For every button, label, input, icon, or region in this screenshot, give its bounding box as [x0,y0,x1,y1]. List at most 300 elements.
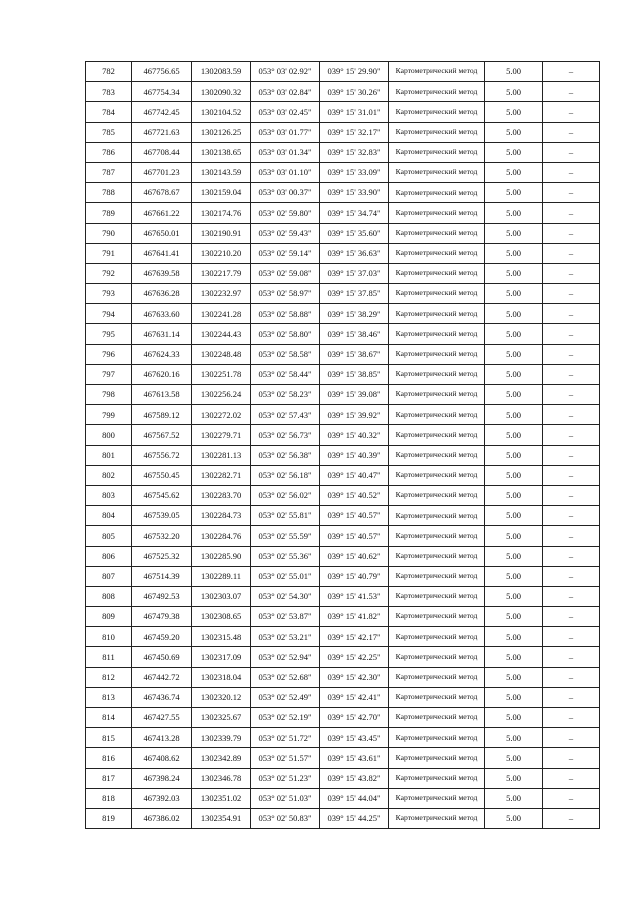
table-row [86,243,600,263]
method-cell: Картометрический метод [389,364,485,384]
method-cell: Картометрический метод [389,586,485,606]
latitude-cell: 053° 02' 55.81" [251,506,320,526]
x-coordinate-cell: 467661.22 [132,203,192,223]
point-number-cell: 788 [86,183,132,203]
method-cell: Картометрический метод [389,728,485,748]
longitude-cell: 039° 15' 38.29" [320,304,389,324]
point-number-cell: 813 [86,687,132,707]
y-coordinate-cell: 1302232.97 [192,284,251,304]
y-coordinate-cell: 1302190.91 [192,223,251,243]
latitude-cell: 053° 03' 02.92" [251,62,320,82]
y-coordinate-cell: 1302303.07 [192,586,251,606]
method-cell: Картометрический метод [389,284,485,304]
table-row [86,344,600,364]
x-coordinate-cell: 467633.60 [132,304,192,324]
longitude-cell: 039° 15' 33.90" [320,183,389,203]
y-coordinate-cell: 1302217.79 [192,263,251,283]
method-cell: Картометрический метод [389,808,485,828]
x-coordinate-cell: 467532.20 [132,526,192,546]
x-coordinate-cell: 467754.34 [132,82,192,102]
y-coordinate-cell: 1302317.09 [192,647,251,667]
latitude-cell: 053° 02' 59.14" [251,243,320,263]
latitude-cell: 053° 02' 59.80" [251,203,320,223]
description-cell: – [543,485,600,505]
precision-cell: 5.00 [485,586,543,606]
x-coordinate-cell: 467708.44 [132,142,192,162]
precision-cell: 5.00 [485,566,543,586]
x-coordinate-cell: 467386.02 [132,808,192,828]
longitude-cell: 039° 15' 42.70" [320,708,389,728]
longitude-cell: 039° 15' 40.79" [320,566,389,586]
description-cell: – [543,364,600,384]
latitude-cell: 053° 02' 58.97" [251,284,320,304]
point-number-cell: 795 [86,324,132,344]
precision-cell: 5.00 [485,667,543,687]
longitude-cell: 039° 15' 39.92" [320,405,389,425]
description-cell: – [543,708,600,728]
x-coordinate-cell: 467514.39 [132,566,192,586]
latitude-cell: 053° 02' 58.23" [251,385,320,405]
method-cell: Картометрический метод [389,566,485,586]
description-cell: – [543,405,600,425]
point-number-cell: 807 [86,566,132,586]
x-coordinate-cell: 467721.63 [132,122,192,142]
method-cell: Картометрический метод [389,102,485,122]
precision-cell: 5.00 [485,142,543,162]
point-number-cell: 791 [86,243,132,263]
table-row [86,405,600,425]
table-row [86,445,600,465]
x-coordinate-cell: 467436.74 [132,687,192,707]
description-cell: – [543,243,600,263]
latitude-cell: 053° 02' 57.43" [251,405,320,425]
method-cell: Картометрический метод [389,526,485,546]
y-coordinate-cell: 1302325.67 [192,708,251,728]
longitude-cell: 039° 15' 42.25" [320,647,389,667]
point-number-cell: 818 [86,788,132,808]
table-row [86,506,600,526]
method-cell: Картометрический метод [389,485,485,505]
method-cell: Картометрический метод [389,506,485,526]
longitude-cell: 039° 15' 38.46" [320,324,389,344]
longitude-cell: 039° 15' 32.17" [320,122,389,142]
y-coordinate-cell: 1302284.76 [192,526,251,546]
x-coordinate-cell: 467589.12 [132,405,192,425]
y-coordinate-cell: 1302284.73 [192,506,251,526]
table-row [86,62,600,82]
description-cell: – [543,223,600,243]
precision-cell: 5.00 [485,405,543,425]
y-coordinate-cell: 1302282.71 [192,465,251,485]
method-cell: Картометрический метод [389,162,485,182]
x-coordinate-cell: 467479.38 [132,607,192,627]
table-row [86,284,600,304]
longitude-cell: 039° 15' 40.62" [320,546,389,566]
method-cell: Картометрический метод [389,546,485,566]
description-cell: – [543,162,600,182]
description-cell: – [543,687,600,707]
y-coordinate-cell: 1302308.65 [192,607,251,627]
x-coordinate-cell: 467398.24 [132,768,192,788]
latitude-cell: 053° 02' 58.58" [251,344,320,364]
description-cell: – [543,263,600,283]
y-coordinate-cell: 1302320.12 [192,687,251,707]
latitude-cell: 053° 02' 59.08" [251,263,320,283]
point-number-cell: 808 [86,586,132,606]
x-coordinate-cell: 467636.28 [132,284,192,304]
longitude-cell: 039° 15' 32.83" [320,142,389,162]
point-number-cell: 783 [86,82,132,102]
point-number-cell: 812 [86,667,132,687]
description-cell: – [543,465,600,485]
precision-cell: 5.00 [485,62,543,82]
method-cell: Картометрический метод [389,788,485,808]
description-cell: – [543,203,600,223]
precision-cell: 5.00 [485,183,543,203]
point-number-cell: 811 [86,647,132,667]
table-row [86,263,600,283]
point-number-cell: 796 [86,344,132,364]
description-cell: – [543,102,600,122]
method-cell: Картометрический метод [389,62,485,82]
latitude-cell: 053° 02' 52.19" [251,708,320,728]
precision-cell: 5.00 [485,263,543,283]
precision-cell: 5.00 [485,788,543,808]
table-row [86,82,600,102]
point-number-cell: 810 [86,627,132,647]
precision-cell: 5.00 [485,708,543,728]
y-coordinate-cell: 1302138.65 [192,142,251,162]
precision-cell: 5.00 [485,223,543,243]
precision-cell: 5.00 [485,485,543,505]
precision-cell: 5.00 [485,82,543,102]
table-row [86,465,600,485]
description-cell: – [543,808,600,828]
description-cell: – [543,425,600,445]
longitude-cell: 039° 15' 37.85" [320,284,389,304]
latitude-cell: 053° 02' 55.01" [251,566,320,586]
method-cell: Картометрический метод [389,243,485,263]
precision-cell: 5.00 [485,122,543,142]
table-row [86,566,600,586]
precision-cell: 5.00 [485,627,543,647]
description-cell: – [543,385,600,405]
precision-cell: 5.00 [485,102,543,122]
y-coordinate-cell: 1302342.89 [192,748,251,768]
y-coordinate-cell: 1302346.78 [192,768,251,788]
longitude-cell: 039° 15' 44.25" [320,808,389,828]
longitude-cell: 039° 15' 40.47" [320,465,389,485]
x-coordinate-cell: 467701.23 [132,162,192,182]
description-cell: – [543,526,600,546]
description-cell: – [543,344,600,364]
latitude-cell: 053° 02' 55.59" [251,526,320,546]
y-coordinate-cell: 1302248.48 [192,344,251,364]
y-coordinate-cell: 1302126.25 [192,122,251,142]
point-number-cell: 793 [86,284,132,304]
longitude-cell: 039° 15' 41.82" [320,607,389,627]
point-number-cell: 798 [86,385,132,405]
table-row [86,667,600,687]
point-number-cell: 817 [86,768,132,788]
latitude-cell: 053° 02' 54.30" [251,586,320,606]
latitude-cell: 053° 02' 55.36" [251,546,320,566]
table-row [86,385,600,405]
description-cell: – [543,728,600,748]
point-number-cell: 803 [86,485,132,505]
longitude-cell: 039° 15' 40.57" [320,526,389,546]
latitude-cell: 053° 02' 59.43" [251,223,320,243]
description-cell: – [543,768,600,788]
method-cell: Картометрический метод [389,405,485,425]
method-cell: Картометрический метод [389,183,485,203]
precision-cell: 5.00 [485,203,543,223]
latitude-cell: 053° 02' 50.83" [251,808,320,828]
longitude-cell: 039° 15' 40.32" [320,425,389,445]
coordinates-table-body [86,62,600,829]
y-coordinate-cell: 1302251.78 [192,364,251,384]
table-row [86,485,600,505]
point-number-cell: 804 [86,506,132,526]
table-row [86,304,600,324]
description-cell: – [543,607,600,627]
x-coordinate-cell: 467413.28 [132,728,192,748]
description-cell: – [543,304,600,324]
method-cell: Картометрический метод [389,425,485,445]
table-row [86,788,600,808]
method-cell: Картометрический метод [389,748,485,768]
method-cell: Картометрический метод [389,263,485,283]
point-number-cell: 785 [86,122,132,142]
precision-cell: 5.00 [485,808,543,828]
precision-cell: 5.00 [485,344,543,364]
latitude-cell: 053° 03' 01.10" [251,162,320,182]
description-cell: – [543,586,600,606]
y-coordinate-cell: 1302354.91 [192,808,251,828]
y-coordinate-cell: 1302272.02 [192,405,251,425]
longitude-cell: 039° 15' 38.85" [320,364,389,384]
point-number-cell: 797 [86,364,132,384]
precision-cell: 5.00 [485,304,543,324]
longitude-cell: 039° 15' 35.60" [320,223,389,243]
latitude-cell: 053° 02' 52.49" [251,687,320,707]
precision-cell: 5.00 [485,243,543,263]
description-cell: – [543,506,600,526]
method-cell: Картометрический метод [389,445,485,465]
latitude-cell: 053° 02' 52.94" [251,647,320,667]
y-coordinate-cell: 1302241.28 [192,304,251,324]
longitude-cell: 039° 15' 43.61" [320,748,389,768]
method-cell: Картометрический метод [389,647,485,667]
point-number-cell: 786 [86,142,132,162]
y-coordinate-cell: 1302351.02 [192,788,251,808]
description-cell: – [543,82,600,102]
longitude-cell: 039° 15' 36.63" [320,243,389,263]
longitude-cell: 039° 15' 42.30" [320,667,389,687]
x-coordinate-cell: 467550.45 [132,465,192,485]
latitude-cell: 053° 02' 56.18" [251,465,320,485]
method-cell: Картометрический метод [389,122,485,142]
description-cell: – [543,647,600,667]
method-cell: Картометрический метод [389,82,485,102]
point-number-cell: 782 [86,62,132,82]
precision-cell: 5.00 [485,546,543,566]
description-cell: – [543,788,600,808]
y-coordinate-cell: 1302244.43 [192,324,251,344]
precision-cell: 5.00 [485,162,543,182]
longitude-cell: 039° 15' 41.53" [320,586,389,606]
longitude-cell: 039° 15' 31.01" [320,102,389,122]
description-cell: – [543,546,600,566]
x-coordinate-cell: 467678.67 [132,183,192,203]
method-cell: Картометрический метод [389,142,485,162]
table-row [86,183,600,203]
longitude-cell: 039° 15' 38.67" [320,344,389,364]
method-cell: Картометрический метод [389,627,485,647]
y-coordinate-cell: 1302143.59 [192,162,251,182]
x-coordinate-cell: 467492.53 [132,586,192,606]
method-cell: Картометрический метод [389,324,485,344]
longitude-cell: 039° 15' 40.57" [320,506,389,526]
table-row [86,708,600,728]
precision-cell: 5.00 [485,647,543,667]
description-cell: – [543,566,600,586]
precision-cell: 5.00 [485,526,543,546]
description-cell: – [543,627,600,647]
method-cell: Картометрический метод [389,344,485,364]
point-number-cell: 819 [86,808,132,828]
longitude-cell: 039° 15' 30.26" [320,82,389,102]
method-cell: Картометрический метод [389,667,485,687]
point-number-cell: 805 [86,526,132,546]
latitude-cell: 053° 02' 53.21" [251,627,320,647]
point-number-cell: 794 [86,304,132,324]
description-cell: – [543,142,600,162]
point-number-cell: 814 [86,708,132,728]
table-row [86,122,600,142]
precision-cell: 5.00 [485,425,543,445]
x-coordinate-cell: 467392.03 [132,788,192,808]
y-coordinate-cell: 1302159.04 [192,183,251,203]
point-number-cell: 801 [86,445,132,465]
table-row [86,324,600,344]
coordinates-table [85,61,600,829]
latitude-cell: 053° 02' 56.38" [251,445,320,465]
x-coordinate-cell: 467525.32 [132,546,192,566]
method-cell: Картометрический метод [389,687,485,707]
y-coordinate-cell: 1302285.90 [192,546,251,566]
table-row [86,142,600,162]
precision-cell: 5.00 [485,748,543,768]
point-number-cell: 784 [86,102,132,122]
longitude-cell: 039° 15' 29.90" [320,62,389,82]
latitude-cell: 053° 03' 01.34" [251,142,320,162]
precision-cell: 5.00 [485,385,543,405]
x-coordinate-cell: 467567.52 [132,425,192,445]
latitude-cell: 053° 02' 51.03" [251,788,320,808]
y-coordinate-cell: 1302281.13 [192,445,251,465]
latitude-cell: 053° 03' 01.77" [251,122,320,142]
latitude-cell: 053° 02' 58.88" [251,304,320,324]
description-cell: – [543,183,600,203]
table-row [86,425,600,445]
description-cell: – [543,324,600,344]
point-number-cell: 815 [86,728,132,748]
precision-cell: 5.00 [485,687,543,707]
longitude-cell: 039° 15' 42.41" [320,687,389,707]
method-cell: Картометрический метод [389,768,485,788]
y-coordinate-cell: 1302210.20 [192,243,251,263]
x-coordinate-cell: 467742.45 [132,102,192,122]
point-number-cell: 787 [86,162,132,182]
longitude-cell: 039° 15' 39.08" [320,385,389,405]
x-coordinate-cell: 467556.72 [132,445,192,465]
method-cell: Картометрический метод [389,708,485,728]
table-row [86,364,600,384]
latitude-cell: 053° 02' 53.87" [251,607,320,627]
longitude-cell: 039° 15' 42.17" [320,627,389,647]
table-row [86,223,600,243]
latitude-cell: 053° 02' 51.72" [251,728,320,748]
longitude-cell: 039° 15' 43.82" [320,768,389,788]
description-cell: – [543,667,600,687]
description-cell: – [543,748,600,768]
x-coordinate-cell: 467624.33 [132,344,192,364]
table-row [86,607,600,627]
description-cell: – [543,62,600,82]
x-coordinate-cell: 467459.20 [132,627,192,647]
precision-cell: 5.00 [485,728,543,748]
method-cell: Картометрический метод [389,203,485,223]
precision-cell: 5.00 [485,506,543,526]
x-coordinate-cell: 467450.69 [132,647,192,667]
longitude-cell: 039° 15' 40.52" [320,485,389,505]
point-number-cell: 789 [86,203,132,223]
latitude-cell: 053° 02' 58.80" [251,324,320,344]
point-number-cell: 802 [86,465,132,485]
description-cell: – [543,284,600,304]
precision-cell: 5.00 [485,445,543,465]
description-cell: – [543,122,600,142]
description-cell: – [543,445,600,465]
table-row [86,102,600,122]
latitude-cell: 053° 03' 02.84" [251,82,320,102]
x-coordinate-cell: 467427.55 [132,708,192,728]
precision-cell: 5.00 [485,284,543,304]
longitude-cell: 039° 15' 40.39" [320,445,389,465]
latitude-cell: 053° 03' 00.37" [251,183,320,203]
longitude-cell: 039° 15' 44.04" [320,788,389,808]
precision-cell: 5.00 [485,465,543,485]
method-cell: Картометрический метод [389,304,485,324]
method-cell: Картометрический метод [389,385,485,405]
x-coordinate-cell: 467408.62 [132,748,192,768]
table-row [86,647,600,667]
y-coordinate-cell: 1302090.32 [192,82,251,102]
table-row [86,808,600,828]
point-number-cell: 800 [86,425,132,445]
y-coordinate-cell: 1302104.52 [192,102,251,122]
precision-cell: 5.00 [485,768,543,788]
point-number-cell: 816 [86,748,132,768]
x-coordinate-cell: 467539.05 [132,506,192,526]
x-coordinate-cell: 467631.14 [132,324,192,344]
method-cell: Картометрический метод [389,223,485,243]
latitude-cell: 053° 02' 56.02" [251,485,320,505]
y-coordinate-cell: 1302315.48 [192,627,251,647]
precision-cell: 5.00 [485,364,543,384]
latitude-cell: 053° 02' 51.23" [251,768,320,788]
